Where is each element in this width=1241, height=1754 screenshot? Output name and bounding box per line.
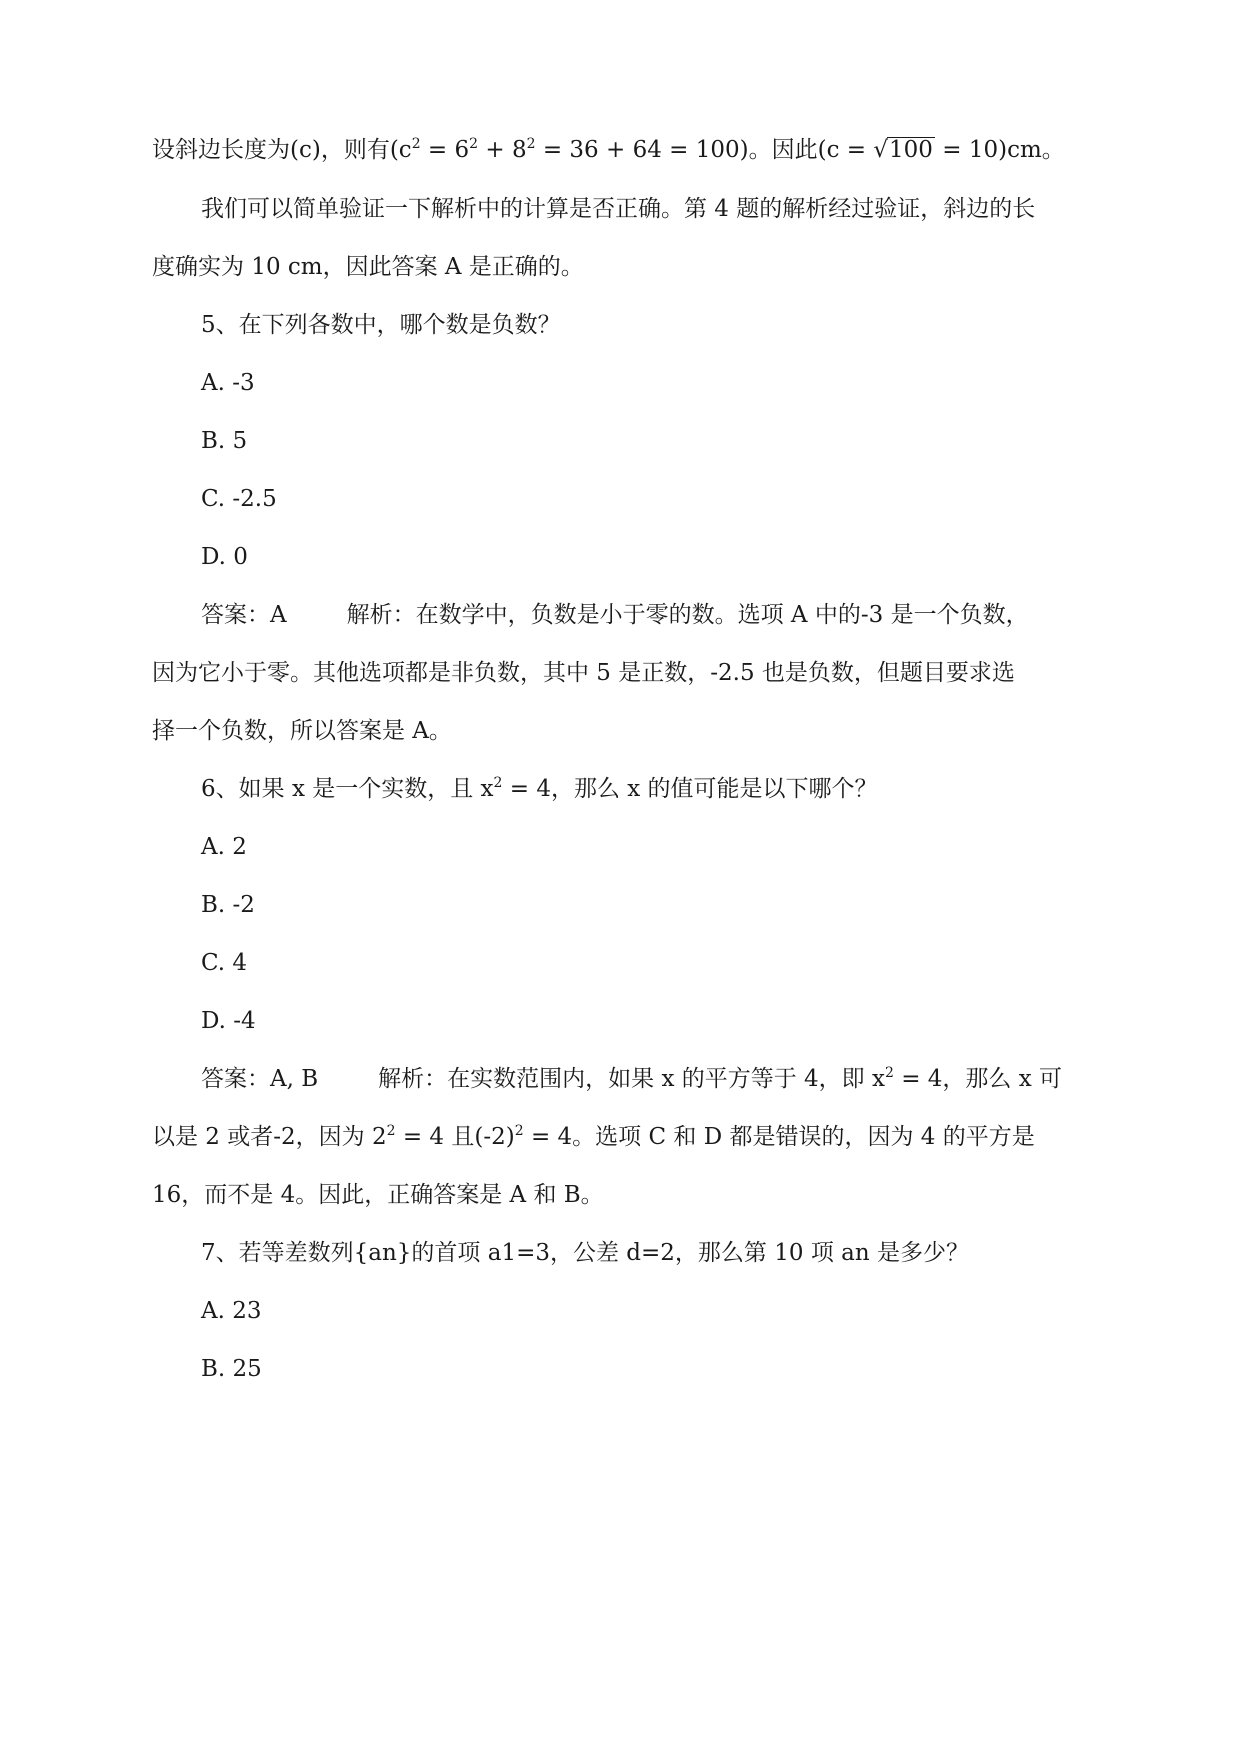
- option-a: A. 23: [201, 1298, 262, 1324]
- question-7: 7、若等差数列{an}的首项 a1=3，公差 d=2，那么第 10 项 an 是多少？: [201, 1240, 969, 1266]
- answer-analysis-line: [201, 600, 1029, 630]
- verify-paragraph-line: 度确实为 10 cm，因此答案 A 是正确的。: [152, 254, 584, 280]
- option-b: B. -2: [201, 892, 255, 918]
- option-d: D. -4: [201, 1008, 256, 1034]
- analysis-line: 以是 2 或者-2，因为 $2^2 = 4$ 且$(-2)^2 = 4$。选项 C 和 D 都是错误的，因为 4 的平方是: [152, 1123, 1035, 1150]
- equation-sqrt: (c = √100 = 10): [817, 137, 1008, 163]
- question-6: 6、如果 x 是一个实数，且 $x^2 = 4$，那么 x 的值可能是以下哪个？: [201, 775, 878, 802]
- intro-text: 。因此: [748, 137, 818, 163]
- radicand: 100: [889, 137, 933, 163]
- option-b: B. 25: [201, 1356, 262, 1382]
- option-a: A. -3: [201, 370, 255, 396]
- answer-analysis-line: 答案：A, B 解析：在实数范围内，如果 x 的平方等于 4，即 $x^2 = 4$，那么 x 可: [201, 1065, 1063, 1092]
- option-c: C. -2.5: [201, 486, 277, 512]
- equation-pythagoras: $(c^2 = 6^2 + 8^2 = 36 + 64 = 100)$: [389, 136, 749, 163]
- answer-label: 答案：A: [201, 602, 287, 628]
- verify-paragraph-line: 我们可以简单验证一下解析中的计算是否正确。第 4 题的解析经过验证，斜边的长: [201, 196, 1036, 222]
- answer-label: 答案：A, B: [201, 1066, 319, 1092]
- analysis-text: 解析：在数学中，负数是小于零的数。选项 A 中的-3 是一个负数，: [346, 602, 1029, 628]
- option-a: A. 2: [201, 834, 247, 860]
- unit-text: cm。: [1007, 137, 1065, 163]
- option-c: C. 4: [201, 950, 248, 976]
- analysis-line: 择一个负数，所以答案是 A。: [152, 718, 452, 744]
- formula-line: [152, 135, 1065, 165]
- analysis-line: 因为它小于零。其他选项都是非负数，其中 5 是正数，-2.5 也是负数，但题目要求选: [152, 660, 1015, 686]
- intro-text: 设斜边长度为(c)，则有: [152, 137, 390, 163]
- analysis-line: 16，而不是 4。因此，正确答案是 A 和 B。: [152, 1182, 604, 1208]
- question-5: 5、在下列各数中，哪个数是负数？: [201, 312, 561, 338]
- option-d: D. 0: [201, 544, 248, 570]
- option-b: B. 5: [201, 428, 248, 454]
